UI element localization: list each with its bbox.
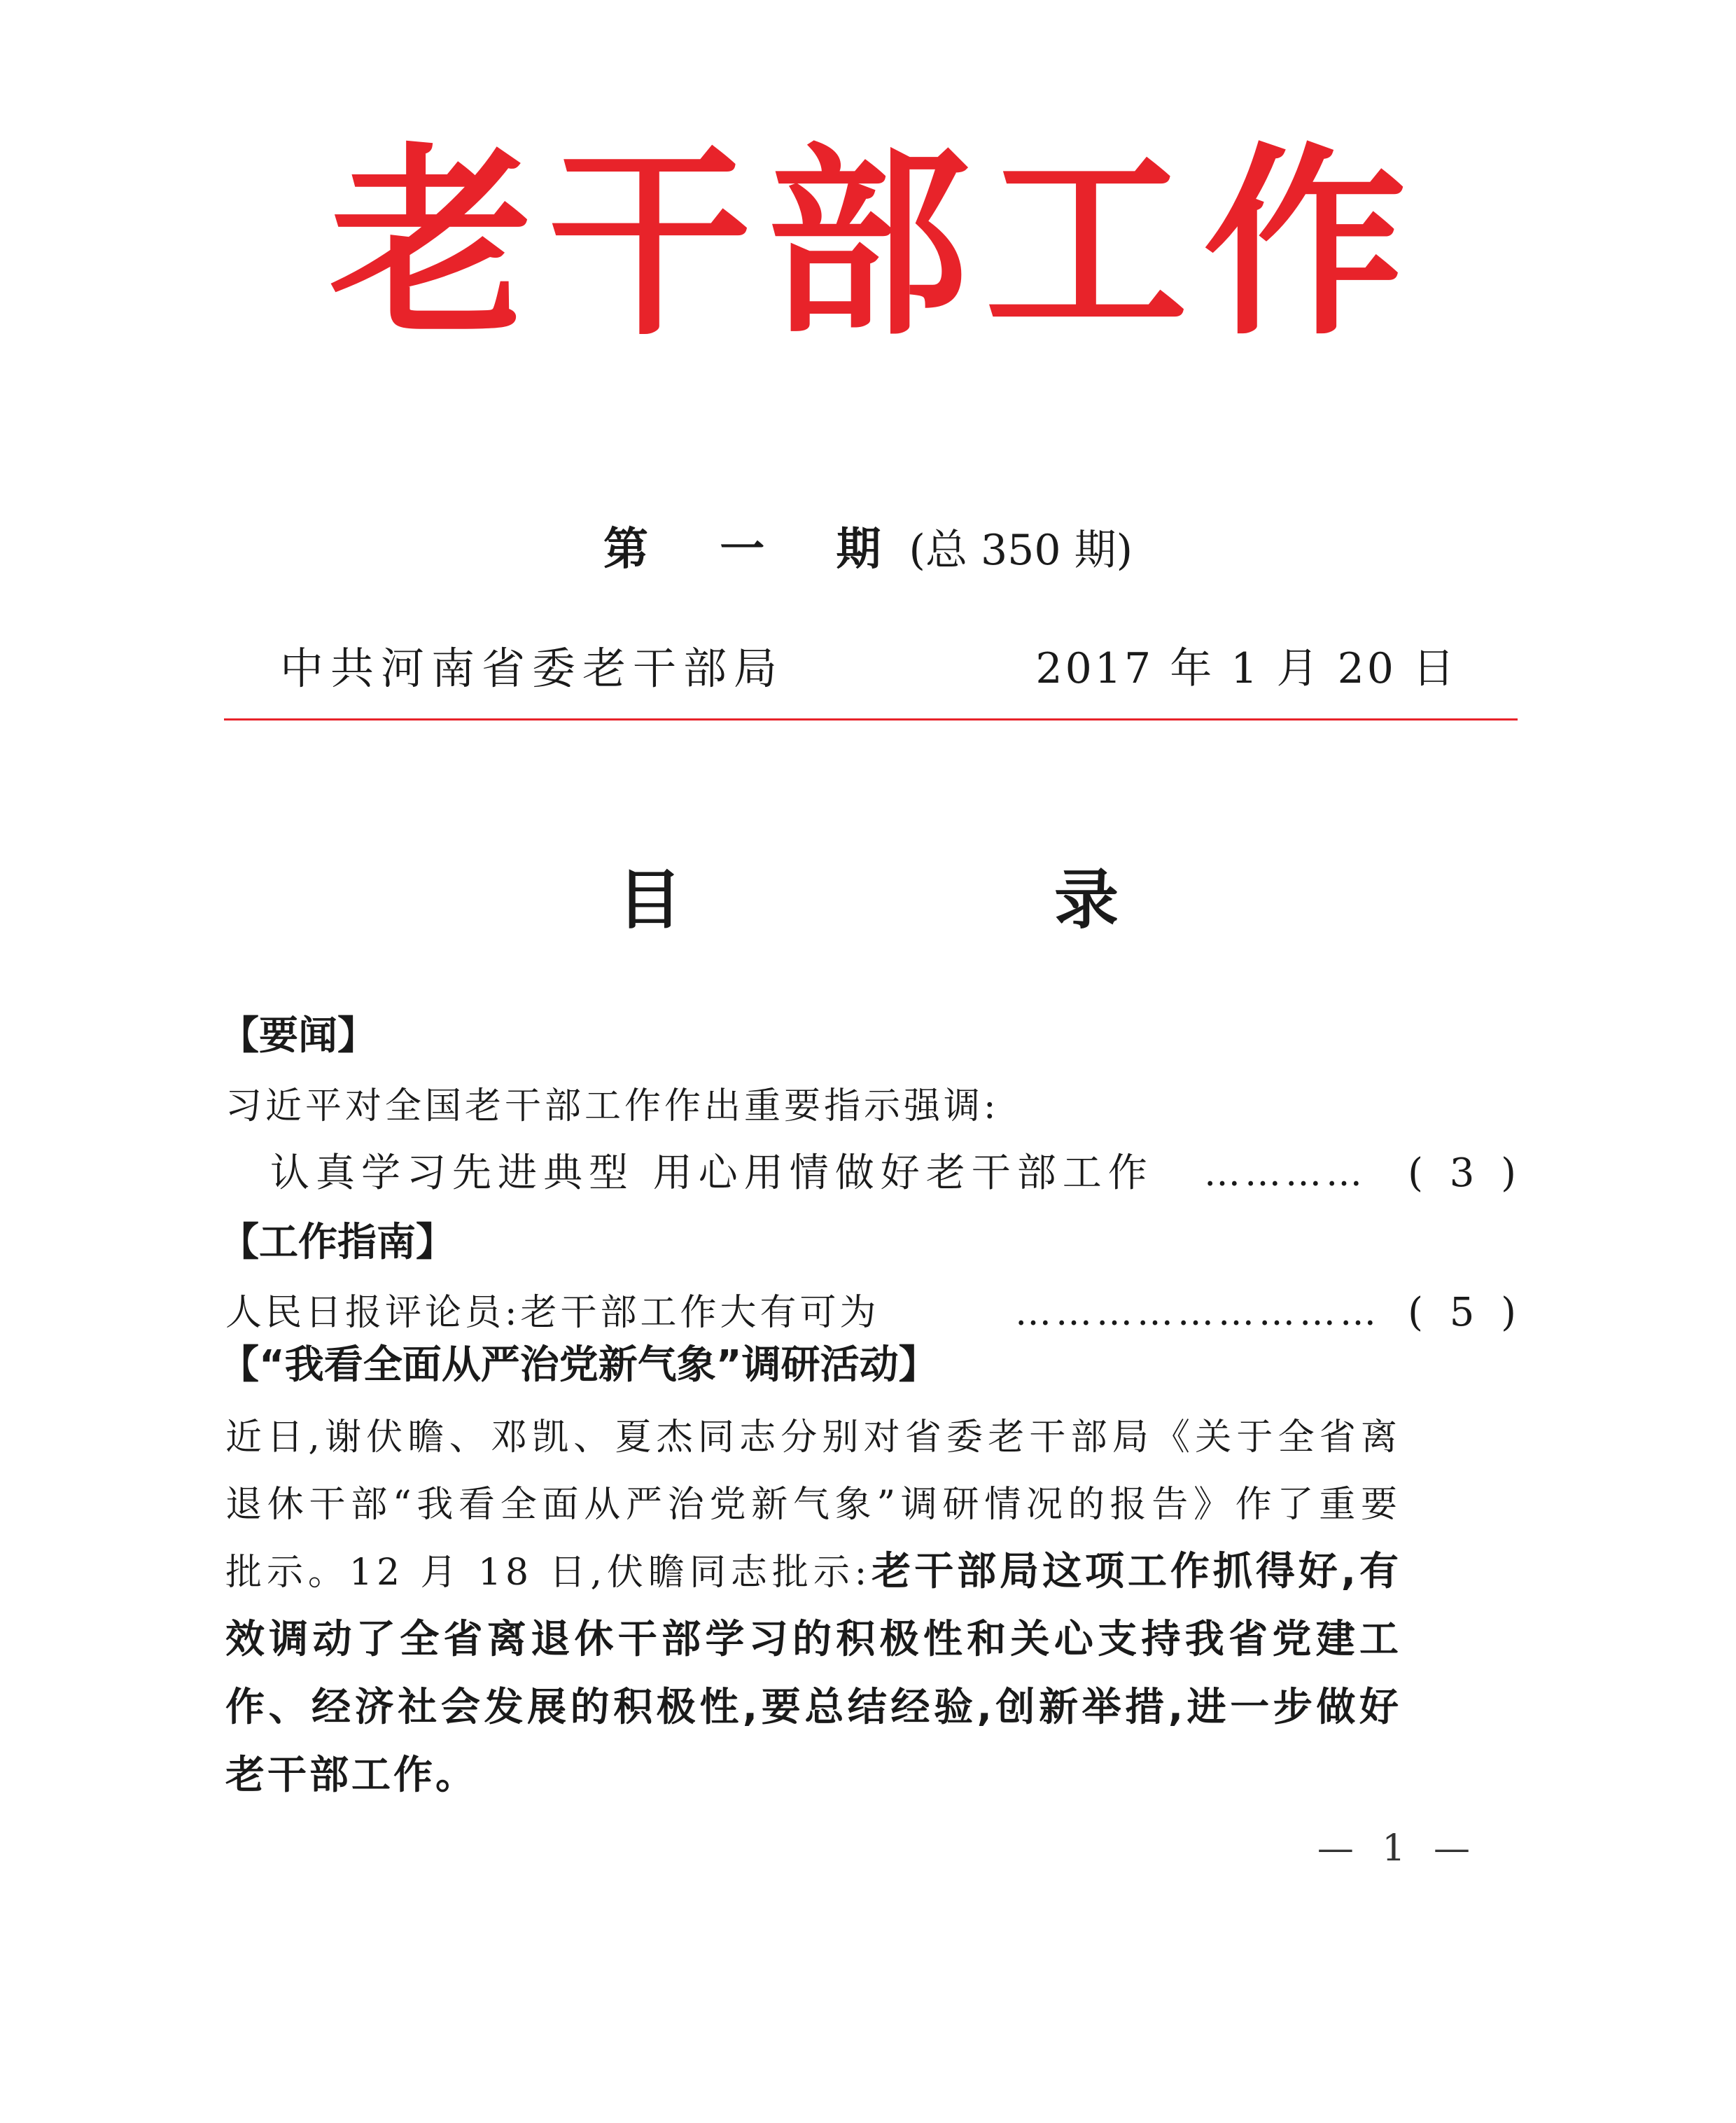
toc-page-ref: ( 3 )	[1408, 1150, 1516, 1196]
toc-title: 目 录	[617, 862, 1294, 938]
toc-entry-line: 习近平对全国老干部工作作出重要指示强调:	[225, 1085, 1000, 1127]
masthead-char-4: 工	[985, 127, 1188, 363]
publisher: 中共河南省委老干部局	[280, 643, 785, 694]
issue-total: (总 350 期)	[909, 526, 1133, 575]
toc-page-ref: ( 5 )	[1408, 1290, 1516, 1335]
masthead-title	[0, 127, 1736, 363]
issue-number	[0, 515, 1736, 585]
red-divider	[224, 718, 1518, 721]
masthead-char-3: 部	[766, 127, 969, 363]
masthead-char-5: 作	[1203, 127, 1406, 363]
survey-paragraph	[225, 1404, 1401, 1810]
paragraph-bold: 老干部局这项工作抓得好,有效调动了全省离退休干部学习的积极性和关心支持我省党建工作、经济社会发展的积极性,要总结经验,创新举措,进一步做好老干部工作。	[225, 1549, 1401, 1798]
toc-entry-title: 人民日报评论员:老干部工作大有可为	[225, 1292, 880, 1334]
masthead-char-1: 老	[330, 127, 533, 363]
section-heading-news: 【要闻】	[220, 1013, 377, 1059]
section-heading-survey: 【“我看全面从严治党新气象”调研活动】	[220, 1342, 938, 1388]
section-heading-guide: 【工作指南】	[220, 1220, 455, 1265]
paragraph-plain: 近日,谢伏瞻、邓凯、夏杰同志分别对省委老干部局《关于全省离退休干部“我看全面从严治党新气象”调研情况的报告》作了重要批示。12 月 18 日,伏瞻同志批示:	[225, 1417, 1401, 1594]
toc-leader: ………………………	[1015, 1292, 1380, 1334]
masthead-char-2: 干	[548, 127, 751, 363]
toc-leader: …………	[1204, 1153, 1366, 1195]
issue-date: 2017 年 1 月 20 日	[1035, 644, 1457, 693]
page-number: — 1 —	[1317, 1828, 1470, 1870]
toc-entry-title: 认真学习先进典型 用心用情做好老干部工作	[270, 1150, 1154, 1196]
issue-main: 第 一 期	[603, 523, 909, 576]
